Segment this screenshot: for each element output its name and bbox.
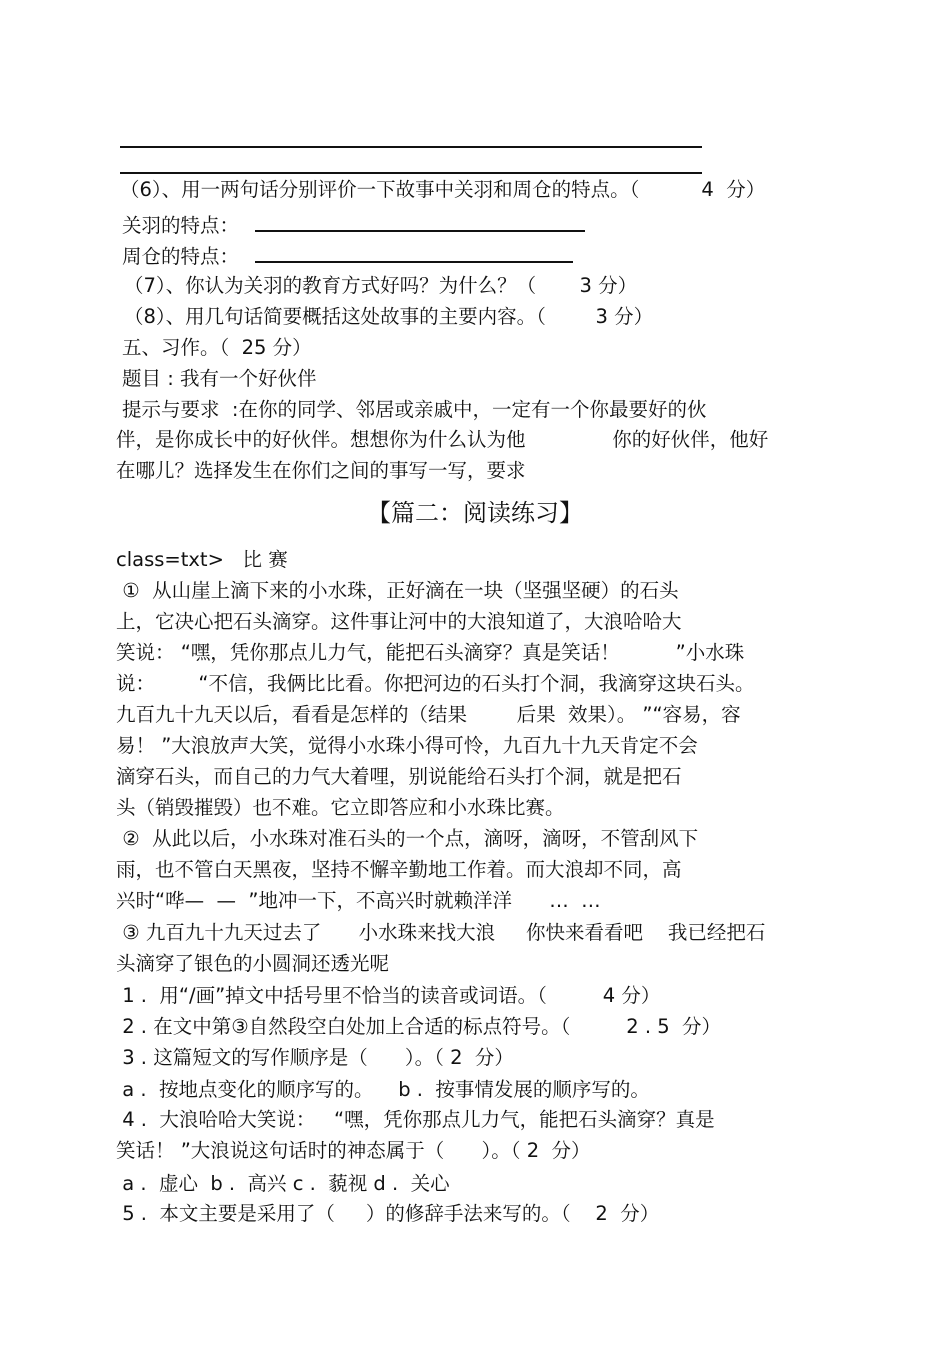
question-7: （7）、你认为关羽的教育方式好吗？为什么？（ 3 分） (124, 274, 638, 297)
question-8: （8）、用几句话简要概括这处故事的主要内容。（ 3 分） (124, 305, 654, 328)
passage-line: 滴穿石头，而自己的力气大着哩，别说能给石头打个洞，就是把石 (116, 765, 682, 788)
zhoucang-trait-label: 周仓的特点： (122, 245, 240, 268)
question-line: 笑话！ ”大浪说这句话时的神态属于（ ）。（ 2 分） (116, 1139, 591, 1162)
answer-line-1 (120, 146, 702, 148)
question-line: 1 . 用“/画”掉文中括号里不恰当的读音或词语。（ 4 分） (116, 984, 661, 1007)
question-line: 3 . 这篇短文的写作顺序是（ ）。（ 2 分） (116, 1046, 514, 1069)
passage-line: 兴时“哗— — ”地冲一下，不高兴时就赖洋洋 … … (116, 889, 601, 912)
section-five-title: 五、习作。（ 25 分） (122, 336, 312, 359)
passage-title: class=txt> 比 赛 (116, 548, 288, 571)
passage-line: ① 从山崖上滴下来的小水珠，正好滴在一块（坚强坚硬）的石头 (116, 579, 679, 602)
question-line: a . 虚心 b . 高兴 c . 藐视 d . 关心 (116, 1172, 450, 1195)
passage-line: 头滴穿了银色的小圆洞还透光呢 (116, 952, 390, 975)
passage-line: 九百九十九天以后，看看是怎样的（结果 后果 效果）。 ”“容易，容 (116, 703, 741, 726)
passage-line: ② 从此以后，小水珠对准石头的一个点，滴呀，滴呀，不管刮风下 (116, 827, 699, 850)
passage-line: 头（销毁摧毁）也不难。它立即答应和小水珠比赛。 (116, 796, 565, 819)
guanyu-trait-label: 关羽的特点： (122, 214, 240, 237)
essay-prompt-line-1: 提示与要求 :在你的同学、邻居或亲戚中，一定有一个你最要好的伙 (122, 398, 707, 421)
passage-line: 雨，也不管白天黑夜，坚持不懈辛勤地工作着。而大浪却不同，高 (116, 858, 682, 881)
zhoucang-trait-row (122, 243, 573, 269)
essay-prompt-line-2: 伴，是你成长中的好伙伴。想想你为什么认为他 你的好伙伴，他好 (116, 428, 769, 451)
section-title: 【篇二：阅读练习】 (367, 499, 583, 527)
passage-line: 笑说： “嘿，凭你那点儿力气，能把石头滴穿？真是笑话！ ”小水珠 (116, 641, 745, 664)
question-line: 4 . 大浪哈哈大笑说： “嘿，凭你那点儿力气，能把石头滴穿？真是 (116, 1108, 715, 1131)
answer-line-2 (120, 172, 702, 174)
question-line: a . 按地点变化的顺序写的。 b . 按事情发展的顺序写的。 (116, 1078, 650, 1101)
essay-prompt-line-3: 在哪儿？选择发生在你们之间的事写一写，要求 (116, 459, 526, 482)
question-line: 2 . 在文中第③自然段空白处加上合适的标点符号。（ 2 . 5 分） (116, 1015, 722, 1038)
question-6: （6）、用一两句话分别评价一下故事中关羽和周仓的特点。（ 4 分） (120, 178, 766, 201)
guanyu-answer-blank (255, 212, 585, 232)
question-line: 5 . 本文主要是采用了（ ）的修辞手法来写的。（ 2 分） (116, 1202, 660, 1225)
essay-topic: 题目 : 我有一个好伙伴 (122, 367, 317, 390)
guanyu-trait-row (122, 212, 585, 238)
passage-line: 易！ ”大浪放声大笑，觉得小水珠小得可怜，九百九十九天肯定不会 (116, 734, 698, 757)
passage-line: 上，它决心把石头滴穿。这件事让河中的大浪知道了，大浪哈哈大 (116, 610, 682, 633)
passage-line: 说： “不信，我俩比比看。你把河边的石头打个洞，我滴穿这块石头。 (116, 672, 755, 695)
zhoucang-answer-blank (255, 243, 573, 263)
passage-line: ③ 九百九十九天过去了 小水珠来找大浪 你快来看看吧 我已经把石 (116, 921, 766, 944)
